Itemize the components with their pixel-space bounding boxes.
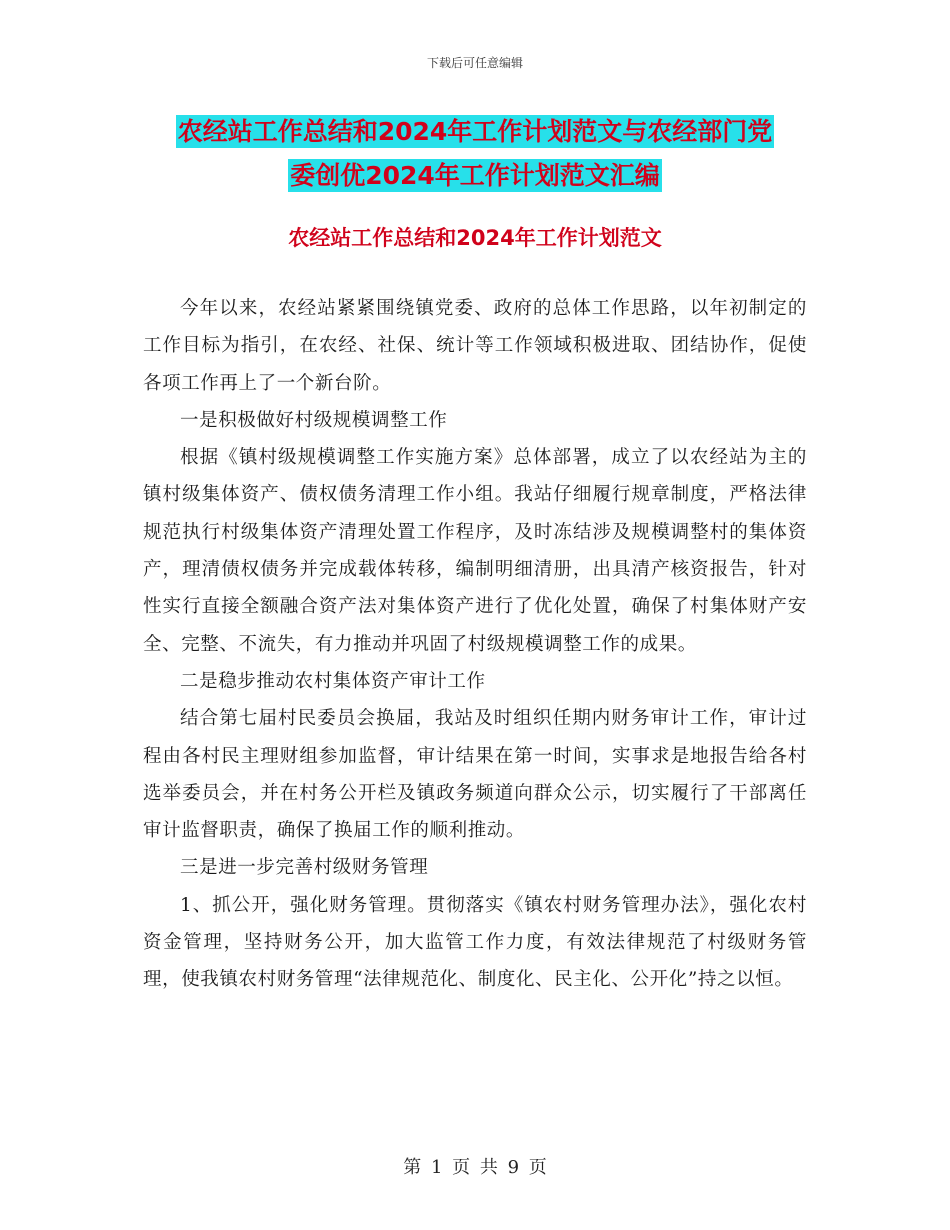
paragraph-village-scale-adjustment: 根据《镇村级规模调整工作实施方案》总体部署，成立了以农经站为主的镇村级集体资产、债权债务清理工作小组。我站仔细履行规章制度，严格法律规范执行村级集体资产清理处置工作程序，及时冻结涉及规模调整村的集体资产，理清债权债务并完成载体转移，编制明细清册，出具清产核资报告，针对性实行直接全额融合资产法对集体资产进行了优化处置，确保了村集体财产安全、完整、不流失，有力推动并巩固了村级规模调整工作的成果。 bbox=[143, 447, 807, 655]
title-line-2: 委创优2024年工作计划范文汇编 bbox=[290, 161, 660, 190]
heading-financial-management: 三是进一步完善村级财务管理 bbox=[180, 857, 429, 879]
document-title bbox=[140, 110, 810, 198]
paragraph-financial-management: 1、抓公开，强化财务管理。贯彻落实《镇农村财务管理办法》，强化农村资金管理，坚持财务公开，加大监管工作力度，有效法律规范了村级财务管理，使我镇农村财务管理“法律规范化、制度化、民主化、公开化”持之以恒。 bbox=[143, 894, 807, 991]
document-body bbox=[143, 290, 807, 999]
heading-village-scale-adjustment: 一是积极做好村级规模调整工作 bbox=[180, 409, 448, 431]
header-note: 下载后可任意编辑 bbox=[426, 56, 523, 70]
page-footer: 第 1 页 共 9 页 bbox=[403, 1157, 547, 1178]
paragraph-intro: 今年以来，农经站紧紧围绕镇党委、政府的总体工作思路，以年初制定的工作目标为指引，在农经、社保、统计等工作领域积极进取、团结协作，促使各项工作再上了一个新台阶。 bbox=[143, 298, 807, 394]
section-title: 农经站工作总结和2024年工作计划范文 bbox=[288, 226, 662, 250]
heading-asset-audit: 二是稳步推动农村集体资产审计工作 bbox=[180, 670, 486, 692]
paragraph-asset-audit: 结合第七届村民委员会换届，我站及时组织任期内财务审计工作，审计过程由各村民主理财组参加监督，审计结果在第一时间，实事求是地报告给各村选举委员会，并在村务公开栏及镇政务频道向群众公示，切实履行了干部离任审计监督职责，确保了换届工作的顺利推动。 bbox=[143, 708, 807, 842]
title-line-1: 农经站工作总结和2024年工作计划范文与农经部门党 bbox=[177, 117, 773, 146]
